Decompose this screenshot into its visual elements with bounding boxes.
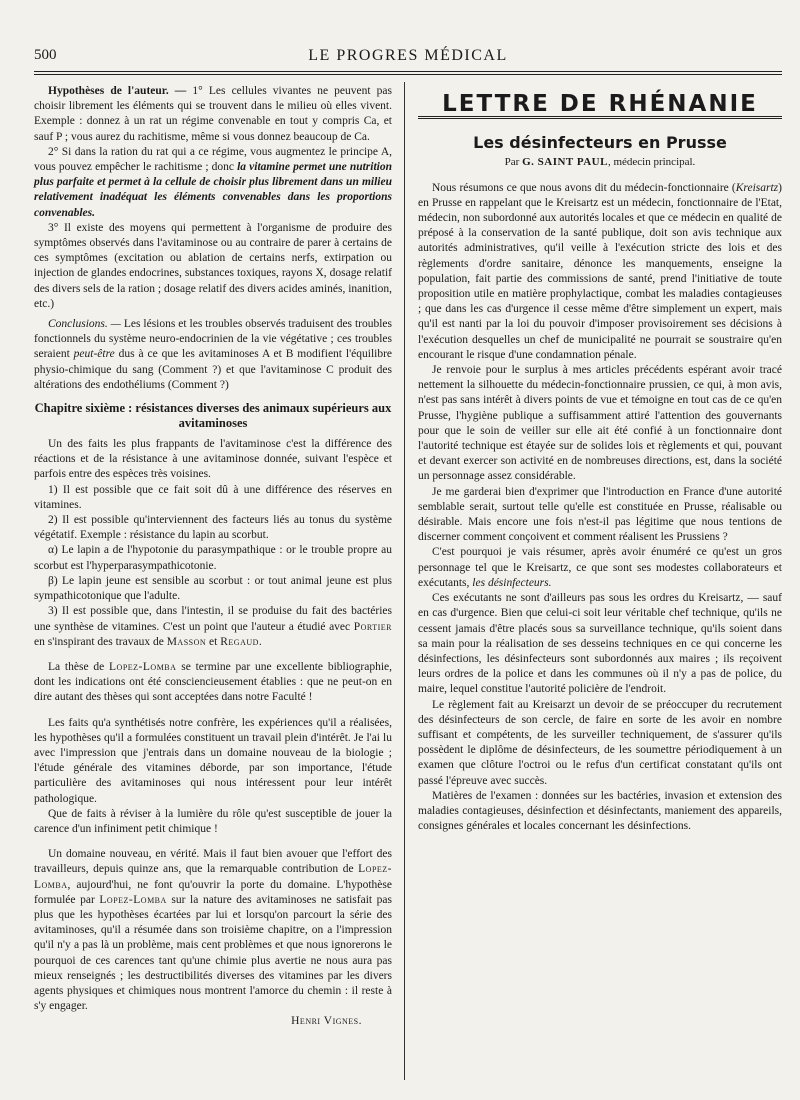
hypothesis-1-text: 1° Les cellules vivantes ne peuvent pas choisir librement les éléments qui se trouvent dans le milieu où elles vivent. Exemple : donnez à un rat un régime convenable en tout y compris Ca, et sauf P ; vous aurez du rachitisme, même si vous donnez beaucoup de Ca. bbox=[34, 85, 393, 143]
hypothesis-2-text: 2° Si dans la ration du rat qui a ce régime, vous augmentez le principe A, vous pouvez empêcher le rachitisme ; donc bbox=[34, 145, 392, 174]
chapter-point-3-text-b: en s'inspirant des travaux de bbox=[34, 635, 164, 648]
conclusions-paragraph bbox=[34, 317, 392, 393]
signature bbox=[34, 1014, 392, 1029]
chapter-point-2-alpha: α) Le lapin a de l'hypotonie du parasympathique : or le trouble propre au scorbut est l'hyperparasympathicotonie. bbox=[34, 544, 392, 572]
chapter-point-2-beta: β) Le lapin jeune est sensible au scorbut : or tout animal jeune est plus sympathicotonique que l'adulte. bbox=[34, 574, 392, 603]
term-desinfecteurs: les désinfecteurs. bbox=[472, 576, 552, 589]
p1-text-b: ) en Prusse en rappelant que le Kreisartz est un médecin, fonctionnaire de l'Etat, médecin, non subordonné aux autorités locales et que ce médecin en qualité de préposé à la conservation de la santé publique, doit son avis technique aux autorités administratives, qu'il veille à l'exécution stricte des lois et des règlements d'ordre sanitaire, dénonce les manquements, enseigne la population, fait partie des commissions de santé, prend l'initiative de toute proposition utile en matière prophylactique, combat les maladies contagieuses ; que dans les cas d'urgence il cesse même d'être simplement un expert, mais qu'il est nanti par la loi du pouvoir d'imposer provisoirement ses décisions à l'exécution desquelles un chef de municipalité ne pourrait se soustraire qu'en encourant le risque d'une condamnation pénale. bbox=[418, 181, 782, 361]
section-banner: LETTRE DE RHÉNANIE bbox=[418, 94, 782, 119]
page-number: 500 bbox=[34, 47, 57, 63]
domaine-text-a: Un domaine nouveau, en vérité. Mais il faut bien avouer que l'effort des travailleurs, depuis quinze ans, que la remarquable contribution de bbox=[34, 848, 392, 876]
byline bbox=[418, 155, 782, 170]
faits-paragraph: Les faits qu'a synthétisés notre confrère, les expériences qu'il a réalisées, les hypothèses qu'il a formulées constituent un travail plein d'intérêt. Je l'ai lu avec l'impression que j'entrais dans un domaine nouveau de la biologie ; l'étude générale des vitamines déborde, par son importance, l'étude particulière des avitaminoses qui nous intéressent pour leur intérêt pathologique. bbox=[34, 716, 392, 805]
these-paragraph bbox=[34, 660, 392, 706]
author-portier: Portier bbox=[353, 620, 392, 633]
header-rule-secondary bbox=[34, 74, 782, 75]
chapter-title: Chapitre sixième : résistances diverses des animaux supérieurs aux avitaminoses bbox=[34, 401, 392, 431]
author-lopez-lomba: Lopez-Lomba bbox=[109, 660, 177, 673]
column-divider bbox=[404, 82, 405, 1080]
article-paragraph-6: Le règlement fait au Kreisarzt un devoir de se préoccuper du recrutement des désinfecteurs de son cercle, de faire en sorte de les avoir en nombre suffisant et compétents, de les surveiller techniquement, de s'assurer qu'ils possèdent le diplôme de désinfecteurs, de les soumettre périodiquement à un examen que clôture l'octroi ou le refus d'un certificat constatant qu'ils ont passé l'épreuve avec succès. bbox=[418, 698, 782, 787]
conclusions-text-a: Les lésions et les troubles observés traduisent des troubles fonctionnels du système neuro-endocrinien de la vie végétative ; ces troubles seraient bbox=[34, 318, 393, 361]
left-column bbox=[34, 84, 392, 1030]
these-text-a: La thèse de bbox=[48, 660, 105, 673]
conjunction-et: et bbox=[209, 635, 218, 648]
article-paragraph-5: Ces exécutants ne sont d'ailleurs pas sous les ordres du Kreisartz, — sauf en cas d'urgence. Bien que celui-ci soit leur véritable chef technique, qu'ils ne cessent jamais d'être placés sous sa surveillance technique, qu'ils soient dans sa main pour la réalisation de ses desseins techniques en ce qui concerne les désinfections, les désinfecteurs sont subordonnés aux maires ; ils reçoivent leurs ordres de la police et dans les communes où il n'y a pas de police, du maire, lequel constitue l'autorité policière de l'endroit. bbox=[418, 592, 782, 696]
hypothesis-2-emphasis: la vitamine permet une nutrition plus parfaite et permet à la cellule de choisir plus librement dans un milieu relativement inadéquat les éléments convenables dans les proportions convenables. bbox=[34, 161, 393, 219]
author-lopez-lomba-2: Lopez-Lomba bbox=[34, 863, 392, 891]
conclusions-emphasis: peut-être bbox=[73, 348, 115, 361]
article-title: Les désinfecteurs en Prusse bbox=[473, 133, 727, 153]
page-header bbox=[34, 47, 782, 71]
byline-par: Par bbox=[504, 156, 520, 169]
term-kreisartz: Kreisartz bbox=[735, 181, 779, 194]
article-paragraph-4 bbox=[418, 545, 782, 591]
conclusions-text-b: dus à ce que les avitaminoses A et B modifient l'équilibre physio-chimique du sang (Comment ?) et que l'avitaminose C produit des altérations des endothéliums (Comment ?) bbox=[34, 348, 393, 391]
conclusions-heading: Conclusions. — bbox=[48, 318, 121, 331]
chapter-point-3-text: 3) Il est possible que, dans l'intestin, il se produise du fait des bactéries une synthèse de vitamines. C'est un point que l'auteur a étudié avec bbox=[34, 605, 392, 633]
chapter-point-3 bbox=[34, 604, 392, 650]
article-paragraph-3: Je me garderai bien d'exprimer que l'introduction en France d'une autorité semblable serait, surtout telle qu'elle est constituée en Prusse, réalisable ou désirable. Mais encore une fois n'est-il pas légitime que nous tentions de discerner comment conçoivent et comment réalisent les Prussiens ? bbox=[418, 485, 782, 544]
article-paragraph-2: Je renvoie pour le surplus à mes articles précédents espérant avoir tracé nettement la silhouette du médecin-fonctionnaire prussien, ce qui, à mon avis, n'est pas sans intérêt à divers points de vue et témoigne en tout cas de ce qu'en Prusse, l'hygiène publique a suffisamment attiré l'attention des gouvernants pour que le soin de veiller sur elle ait été confié à un fonctionnaire dont l'autorité technique est étayée sur de solides lois et règlements et qui, pouvant et devant exercer son activité en de nombreuses directions, est, dans la société un personnage assez considérable. bbox=[418, 364, 782, 483]
header-rule bbox=[34, 71, 782, 72]
hypotheses-paragraph-1 bbox=[34, 84, 392, 145]
hypotheses-paragraph-3: 3° Il existe des moyens qui permettent à l'organisme de produire des symptômes observés dans l'avitaminose ou au contraire de parer à certains de ces symptômes (excitation ou ablation de certains nerfs, extirpation ou injection de glandes endocrines, substances toxiques, rayons X, dosage relatif des divers sels de la ration ; dosage relatif des divers acides aminés, inanition, etc.) bbox=[34, 221, 392, 310]
byline-author: G. SAINT PAUL bbox=[522, 156, 608, 169]
byline-role: , médecin principal. bbox=[607, 156, 696, 169]
p1-text-a: Nous résumons ce que nous avons dit du médecin-fonctionnaire ( bbox=[432, 181, 736, 194]
chapter-point-2: 2) Il est possible qu'interviennent des facteurs liés au tonus du système végétatif. Exemple : résistance du lapin au scorbut. bbox=[34, 514, 392, 542]
author-regaud: Regaud. bbox=[220, 635, 263, 648]
journal-title: LE PROGRES MÉDICAL bbox=[308, 47, 508, 64]
right-column bbox=[418, 84, 782, 834]
domaine-text-c: sur la nature des avitaminoses ne satisfait pas plus que les hypothèses écartées par lui et lorsqu'on parcourt la série des avitaminoses, qu'il a résumée dans son troisième chapitre, on a l'impression qu'il n'y a pas là un problème, mais cent problèmes et que nous ignorerons le pourquoi de ces carences tant qu'une chimie plus avertie ne nous aura pas mieux renseignés ; les destructibilités diverses des vitamines par les divers agents physiques et chimiques nous montrent l'amorce du chemin : il reste à s'y engager. bbox=[34, 893, 393, 1013]
que-de-faits-paragraph: Que de faits à réviser à la lumière du rôle qu'est susceptible de jouer la carence d'un infiniment petit chimique ! bbox=[34, 807, 392, 835]
chapter-intro: Un des faits les plus frappants de l'avitaminose c'est la différence des réactions et de la résistance à une avitaminose donnée, suivant l'espèce et parfois entre des espèces très voisines. bbox=[34, 438, 392, 481]
p4-text: C'est pourquoi je vais résumer, après avoir énuméré ce qu'est un gros personnage tel que le Kreisartz, ce que sont ses modestes collaborateurs et exécutants, bbox=[418, 546, 782, 589]
chapter-point-1: 1) Il est possible que ce fait soit dû à une différence des réserves en vitamines. bbox=[34, 483, 392, 511]
these-text-b: se termine par une excellente bibliographie, dont les indications ont été consciencieusement établies : que ne peut-on en dire autant des thèses qui sont acceptées dans notre Faculté ! bbox=[34, 660, 393, 704]
author-masson: Masson bbox=[166, 635, 207, 648]
hypotheses-paragraph-2 bbox=[34, 145, 392, 221]
hypotheses-heading: Hypothèses de l'auteur. — bbox=[48, 85, 187, 97]
article-paragraph-7: Matières de l'examen : données sur les bactéries, invasion et extension des maladies contagieuses, désinfection et désinfectants, maniement des appareils, consignes générales et locales concernant les désinfections. bbox=[418, 789, 782, 833]
domaine-text-b: , aujourd'hui, ne font qu'ouvrir la porte du domaine. L'hypothèse formulée par bbox=[34, 878, 392, 906]
signature-name: Henri Vignes. bbox=[291, 1015, 362, 1028]
domaine-paragraph bbox=[34, 847, 392, 1014]
article-paragraph-1 bbox=[418, 181, 782, 363]
author-lopez-lomba-3: Lopez-Lomba bbox=[99, 893, 167, 906]
